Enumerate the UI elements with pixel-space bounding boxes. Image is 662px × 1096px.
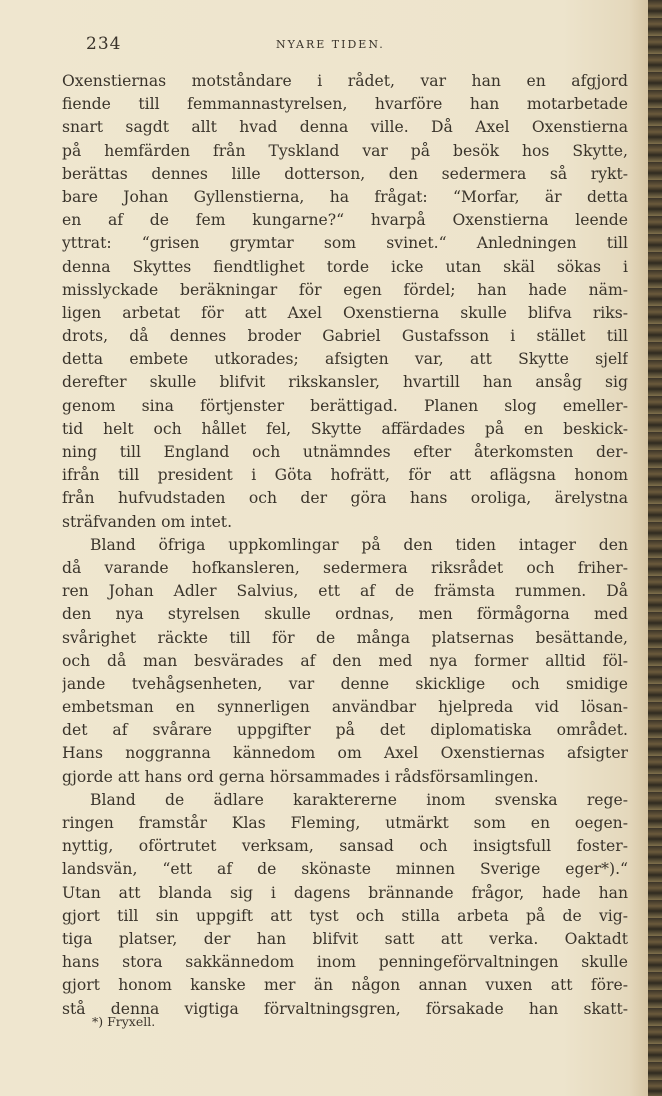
text-line: detta embete utkorades; afsigten var, att Skytte sjelf: [62, 350, 628, 369]
text-line: fiende till femmannastyrelsen, hvarföre han motarbetade: [62, 95, 628, 114]
text-line: gjorde att hans ord gerna hörsammades i rådsförsamlingen.: [62, 767, 539, 786]
text-line: embetsman en synnerligen användbar hjelpreda vid lösan-: [62, 698, 628, 717]
page-header: [86, 34, 606, 56]
text-line: denna Skyttes fiendtlighet torde icke utan skäl sökas i: [62, 257, 628, 276]
text-line: hans stora sakkännedom inom penningeförvaltningen skulle: [62, 953, 628, 972]
text-line: svårighet räckte till för de många platsernas besättande,: [62, 628, 628, 647]
body-text: [62, 70, 628, 1021]
running-head: NYARE TIDEN.: [276, 38, 385, 51]
text-line: bare Johan Gyllenstierna, ha frågat: “Morfar, är detta: [62, 187, 628, 206]
text-line: ning till England och utnämndes efter återkomsten der-: [62, 443, 628, 461]
text-line: på hemfärden från Tyskland var på besök hos Skytte,: [62, 141, 628, 160]
text-line: Oxenstiernas motståndare i rådet, var han en afgjord: [62, 72, 628, 90]
page-edge: [648, 0, 662, 1096]
text-line: nyttig, oförtrutet verksam, sansad och insigtsfull foster-: [62, 837, 628, 856]
page-number: 234: [86, 34, 122, 54]
text-line: sträfvanden om intet.: [62, 512, 233, 531]
text-line: det af svårare uppgifter på det diplomatiska området.: [62, 721, 628, 740]
text-line: gjort till sin uppgift att tyst och stilla arbeta på de vig-: [62, 906, 628, 925]
text-line: gjort honom kanske mer än någon annan vuxen att före-: [62, 976, 628, 995]
text-line: den nya styrelsen skulle ordnas, men förmågorna med: [62, 605, 628, 624]
text-line: genom sina förtjenster berättigad. Planen slog emeller-: [62, 396, 628, 415]
text-line: Bland de ädlare karaktererne inom svenska rege-: [90, 790, 628, 809]
text-line: snart sagdt allt hvad denna ville. Då Axel Oxenstierna: [62, 118, 628, 137]
text-line: ligen arbetat för att Axel Oxenstierna skulle blifva riks-: [62, 303, 628, 322]
text-line: då varande hofkansleren, sedermera riksrådet och friher-: [62, 558, 628, 577]
text-line: Utan att blanda sig i dagens brännande frågor, hade han: [62, 883, 628, 902]
text-line: ringen framstår Klas Fleming, utmärkt som en oegen-: [62, 814, 628, 832]
text-line: från hufvudstaden och der göra hans oroliga, ärelystna: [62, 489, 628, 508]
text-line: berättas dennes lille dotterson, den sedermera så rykt-: [62, 164, 628, 183]
text-line: landsvän, “ett af de skönaste minnen Sverige eger*).“: [62, 860, 628, 879]
text-line: tid helt och hållet fel, Skytte affärdades på en beskick-: [62, 419, 628, 438]
text-line: drots, då dennes broder Gabriel Gustafsson i stället till: [62, 327, 628, 346]
text-line: stå denna vigtiga förvaltningsgren, försakade han skatt-: [62, 999, 628, 1018]
text-line: jande tvehågsenheten, var denne skicklige och smidige: [62, 674, 628, 693]
text-line: och då man besvärades af den med nya former alltid föl-: [62, 651, 628, 670]
text-line: tiga platser, der han blifvit satt att verka. Oaktadt: [62, 929, 628, 948]
text-line: derefter skulle blifvit rikskansler, hvartill han ansåg sig: [62, 373, 628, 392]
text-line: ifrån till president i Göta hofrätt, för att aflägsna honom: [62, 466, 628, 485]
footnote: *) Fryxell.: [92, 1014, 156, 1029]
text-line: Bland öfriga uppkomlingar på den tiden intager den: [90, 535, 628, 554]
text-line: Hans noggranna kännedom om Axel Oxenstiernas afsigter: [62, 744, 628, 763]
text-line: ren Johan Adler Salvius, ett af de främsta rummen. Då: [62, 582, 628, 601]
text-line: misslyckade beräkningar för egen fördel; han hade näm-: [62, 280, 628, 299]
text-line: yttrat: “grisen grymtar som svinet.“ Anledningen till: [62, 234, 628, 253]
text-line: en af de fem kungarne?“ hvarpå Oxenstierna leende: [62, 211, 628, 230]
